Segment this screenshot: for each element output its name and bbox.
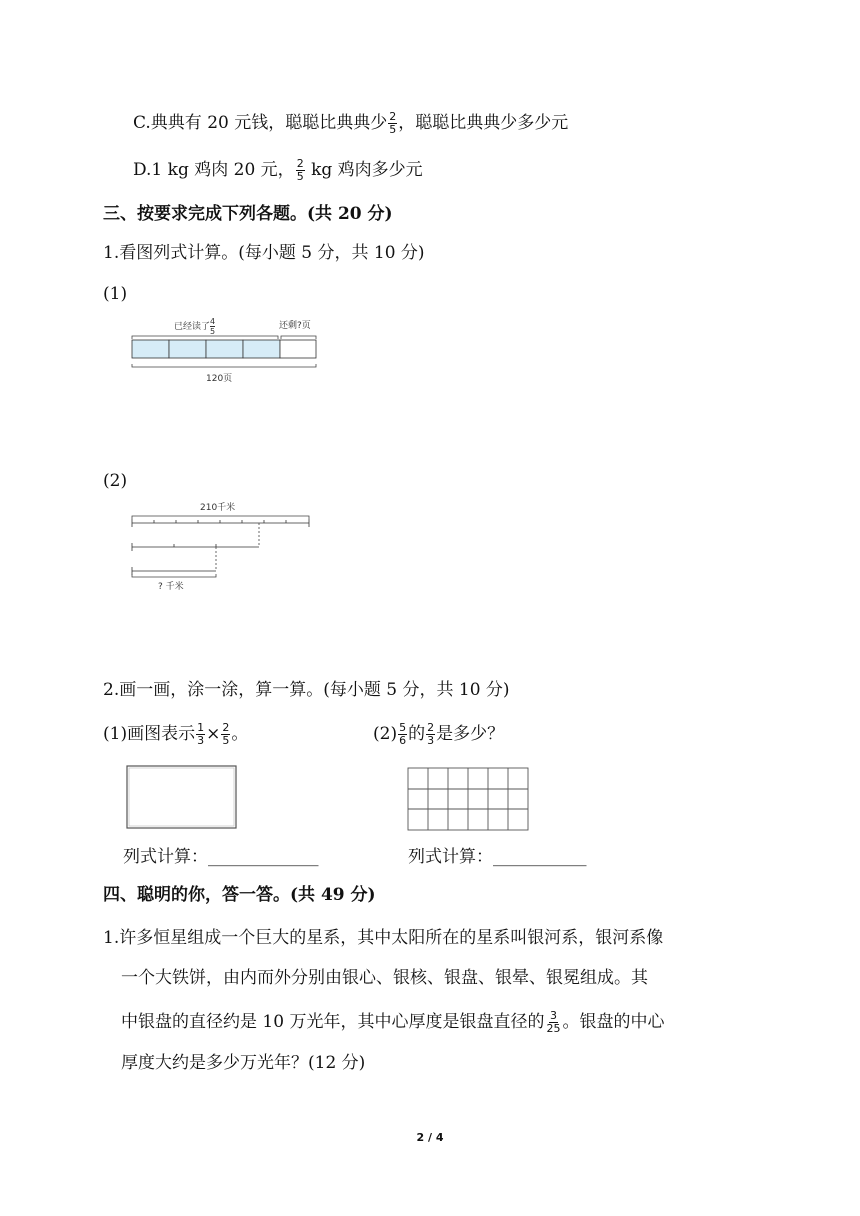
question-4-1-line-3: 中银盘的直径约是 10 万光年，其中心厚度是银盘直径的 $\frac{3}{25}$ 。银盘的中心 bbox=[121, 1009, 665, 1035]
option-c-suffix: ，聪聪比典典少多少元 bbox=[398, 113, 569, 133]
part-2-2-prompt: (2) $\frac{5}{6}$ 的 $\frac{2}{3}$ 是多少？ bbox=[373, 721, 505, 747]
option-c bbox=[133, 111, 568, 136]
fraction: $\frac{2}{3}$ bbox=[427, 721, 435, 747]
part-1-label: (1) bbox=[103, 284, 128, 304]
remain-bracket bbox=[281, 336, 316, 339]
bar-segment-filled bbox=[169, 340, 206, 358]
option-d-suffix: kg 鸡肉多少元 bbox=[305, 160, 423, 180]
diagram-1-total-label: 120页 bbox=[206, 374, 233, 384]
question-3-1-title: 1.看图列式计算。(每小题 5 分，共 10 分) bbox=[103, 243, 425, 263]
answer-blank-2[interactable]: ___________ bbox=[493, 847, 587, 867]
read-bracket bbox=[132, 336, 278, 339]
question-4-1-line-2: 一个大铁饼，由内而外分别由银心、银核、银盘、银晕、银冕组成。其 bbox=[121, 968, 648, 988]
question-4-1-line-4: 厚度大约是多少万光年？(12 分) bbox=[121, 1053, 366, 1073]
bar-segment-filled bbox=[206, 340, 243, 358]
calc-line-2: 列式计算：___________ bbox=[408, 847, 587, 867]
calc-line-1: 列式计算：_____________ bbox=[123, 847, 319, 867]
answer-blank-1[interactable]: _____________ bbox=[208, 847, 319, 867]
option-d-prefix: D.1 kg 鸡肉 20 元， bbox=[133, 160, 295, 180]
section-3-heading: 三、按要求完成下列各题。(共 20 分) bbox=[103, 204, 393, 224]
diagram-2-unknown-label: ? 千米 bbox=[158, 582, 184, 592]
part-2-label: (2) bbox=[103, 471, 128, 491]
bar-segment-filled bbox=[243, 340, 280, 358]
diagram-1-remain-label: 还剩?页 bbox=[279, 321, 311, 331]
part-2-1-prompt: (1)画图表示 $\frac{1}{3}$ × $\frac{2}{5}$ 。 bbox=[103, 721, 249, 747]
question-4-1-line-1: 1.许多恒星组成一个巨大的星系，其中太阳所在的星系叫银河系，银河系像 bbox=[103, 928, 664, 948]
diagram-1-read-label: 已经读了 $\frac{4}{5}$ bbox=[174, 317, 216, 336]
bar-segment-filled bbox=[132, 340, 169, 358]
diagram-2-total-label: 210千米 bbox=[200, 503, 236, 513]
bar-segment-empty bbox=[280, 340, 316, 358]
fraction: $\frac{5}{6}$ bbox=[399, 721, 407, 747]
fraction: $\frac{3}{25}$ bbox=[546, 1009, 561, 1035]
page-number: 2 / 4 bbox=[416, 1131, 444, 1144]
fraction: $\frac{2}{5}$ bbox=[389, 110, 397, 136]
total-bracket bbox=[132, 364, 316, 367]
fraction: $\frac{2}{5}$ bbox=[222, 721, 230, 747]
question-3-2-title: 2.画一画，涂一涂，算一算。(每小题 5 分，共 10 分) bbox=[103, 680, 510, 700]
option-c-prefix: C.典典有 20 元钱，聪聪比典典少 bbox=[133, 113, 388, 133]
option-d bbox=[133, 158, 423, 183]
fraction: $\frac{2}{5}$ bbox=[296, 157, 304, 183]
section-4-heading: 四、聪明的你，答一答。(共 49 分) bbox=[103, 885, 376, 905]
fraction: $\frac{1}{3}$ bbox=[197, 721, 205, 747]
